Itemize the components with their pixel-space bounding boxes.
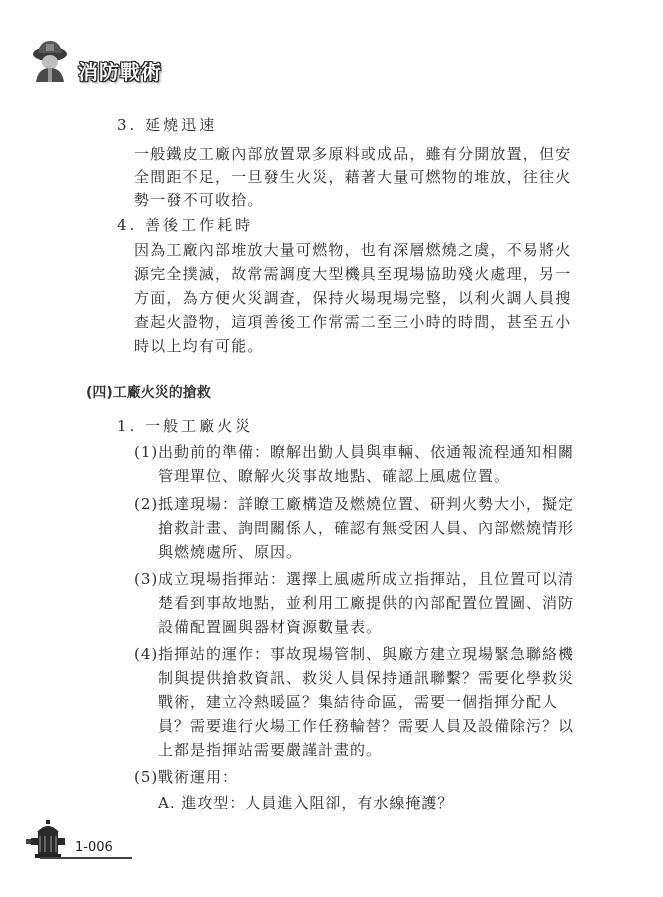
fire-hydrant-icon — [20, 818, 72, 860]
list-item-line: 楚看到事故地點，並利用工廠提供的內部配置位置圖、消防 — [158, 594, 575, 612]
list-item-line: 設備配置圖與器材資源數量表。 — [158, 618, 383, 636]
list-item-label: (3) — [134, 570, 159, 588]
list-item-line: 與燃燒處所、原因。 — [158, 543, 303, 561]
item-3-line: 一般鐵皮工廠內部放置眾多原料或成品，雖有分開放置，但安 — [134, 145, 572, 163]
item-3-line: 勢一發不可收拾。 — [134, 191, 264, 209]
item-4-line: 源完全撲滅，故常需調度大型機具至現場協助殘火處理，另一 — [134, 265, 572, 283]
list-item-line: 成立現場指揮站：選擇上風處所成立指揮站，且位置可以清 — [158, 570, 575, 588]
list-item-line: 出動前的準備：瞭解出勤人員與車輛、依通報流程通知相關 — [158, 443, 575, 461]
item-3-heading: 3. 延燒迅速 — [117, 116, 218, 134]
item-4-heading: 4. 善後工作耗時 — [117, 216, 254, 234]
list-item-line: 戰術，建立冷熱暖區？集結待命區，需要一個指揮分配人 — [158, 693, 559, 711]
footer-rule — [40, 857, 132, 859]
book-title: 消防戰術 — [78, 60, 162, 84]
item-3-line: 全間距不足，一旦發生火災，藉著大量可燃物的堆放，往往火 — [134, 168, 572, 186]
section-heading: (四)工廠火災的搶救 — [86, 385, 211, 401]
list-item-label: (5) — [134, 768, 159, 786]
item-4-line: 時以上均有可能。 — [134, 337, 264, 355]
list-item-line: 管理單位、瞭解火災事故地點、確認上風處位置。 — [158, 467, 511, 485]
section-subheading: 1. 一般工廠火災 — [117, 417, 254, 435]
list-item-line: 員？需要進行火場工作任務輪替？需要人員及設備除污？以 — [158, 717, 575, 735]
list-item-line: 指揮站的運作：事故現場管制、與廠方建立現場緊急聯絡機 — [158, 645, 575, 663]
list-item-label: (2) — [134, 495, 159, 513]
page-number: 1-006 — [75, 840, 113, 855]
list-item-line: 抵達現場：詳瞭工廠構造及燃燒位置、研判火勢大小，擬定 — [158, 495, 575, 513]
list-item-line: 制與提供搶救資訊、救災人員保持通訊聯繫？需要化學救災 — [158, 669, 575, 687]
firefighter-logo-icon — [28, 38, 76, 86]
list-item-line: 上都是指揮站需要嚴謹計畫的。 — [158, 741, 383, 759]
list-item-line: A. 進攻型：人員進入阻卻，有水線掩護？ — [158, 794, 454, 812]
list-item-line: 搶救計畫、詢問關係人，確認有無受困人員、內部燃燒情形 — [158, 519, 575, 537]
page-header — [28, 38, 278, 88]
item-4-line: 因為工廠內部堆放大量可燃物，也有深層燃燒之虞，不易將火 — [134, 241, 572, 259]
page-footer — [20, 818, 130, 863]
list-item-line: 戰術運用： — [158, 768, 239, 786]
item-4-line: 查起火證物，這項善後工作常需二至三小時的時間，甚至五小 — [134, 313, 572, 331]
item-4-line: 方面，為方便火災調查，保持火場現場完整，以利火調人員搜 — [134, 289, 572, 307]
list-item-label: (4) — [134, 645, 159, 663]
list-item-label: (1) — [134, 443, 159, 461]
